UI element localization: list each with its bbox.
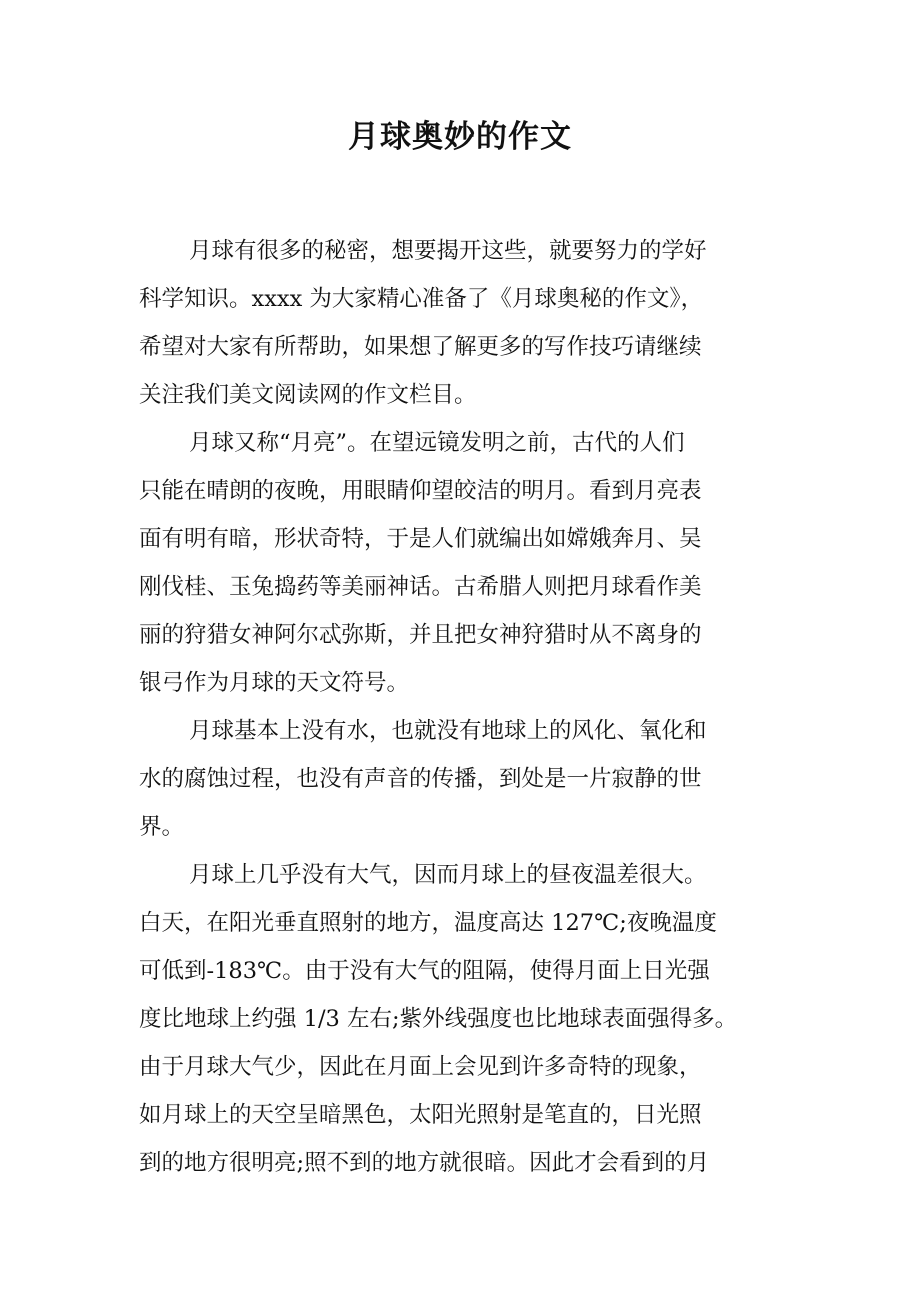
text-line: 刚伐桂、玉兔捣药等美丽神话。古希腊人则把月球看作美 (139, 574, 702, 600)
text-line: 关注我们美文阅读网的作文栏目。 (139, 382, 477, 408)
paragraph-intro (139, 227, 799, 419)
text-line: 月球又称“月亮”。在望远镜发明之前，古代的人们 (189, 430, 685, 456)
text-line: 银弓作为月球的天文符号。 (139, 670, 410, 696)
text-line: 月球基本上没有水，也就没有地球上的风化、氧化和 (189, 718, 707, 744)
text-line: 到的地方很明亮;照不到的地方就很暗。因此才会看到的月 (139, 1150, 710, 1176)
text-line: 科学知识。xxxx 为大家精心准备了《月球奥秘的作文》， (139, 286, 704, 312)
text-line: 月球有很多的秘密，想要揭开这些，就要努力的学好 (189, 238, 707, 264)
text-line: 月球上几乎没有大气，因而月球上的昼夜温差很大。 (189, 862, 707, 888)
paragraph-moon-names (139, 419, 799, 707)
text-line: 白天，在阳光垂直照射的地方，温度高达 127℃;夜晚温度 (139, 910, 717, 936)
text-line: 水的腐蚀过程，也没有声音的传播，到处是一片寂静的世 (139, 766, 702, 792)
paragraph-atmosphere (139, 851, 799, 1187)
text-line: 度比地球上约强 1/3 左右;紫外线强度也比地球表面强得多。 (139, 1006, 738, 1032)
text-line: 可低到-183℃。由于没有大气的阻隔，使得月面上日光强 (139, 958, 710, 984)
text-line: 希望对大家有所帮助，如果想了解更多的写作技巧请继续 (139, 334, 702, 360)
text-line: 丽的狩猎女神阿尔忒弥斯，并且把女神狩猎时从不离身的 (139, 622, 702, 648)
text-line: 只能在晴朗的夜晚，用眼睛仰望皎洁的明月。看到月亮表 (139, 478, 702, 504)
document-body (139, 227, 799, 1187)
document-title: 月球奥妙的作文 (348, 119, 572, 155)
paragraph-no-water (139, 707, 799, 851)
text-line: 如月球上的天空呈暗黑色，太阳光照射是笔直的，日光照 (139, 1102, 702, 1128)
text-line: 界。 (139, 814, 185, 840)
text-line: 面有明有暗，形状奇特，于是人们就编出如嫦娥奔月、吴 (139, 526, 702, 552)
text-line: 由于月球大气少，因此在月面上会见到许多奇特的现象， (139, 1054, 702, 1080)
